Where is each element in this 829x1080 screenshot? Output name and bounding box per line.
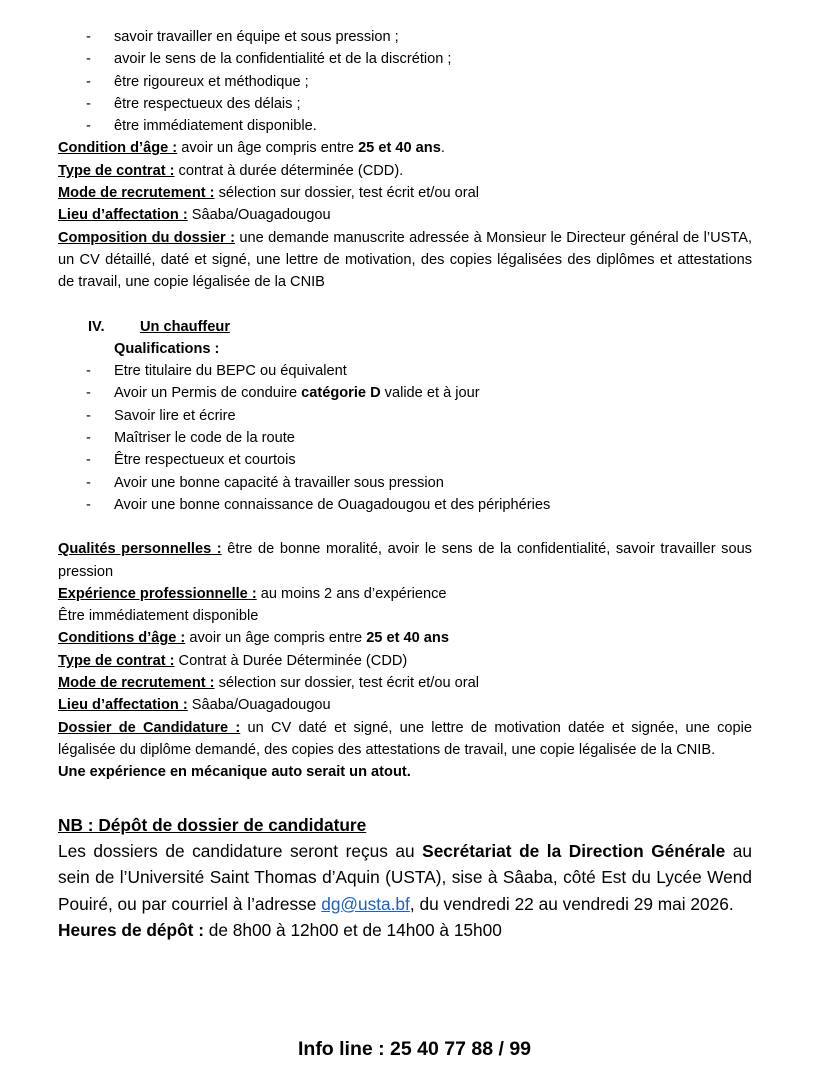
qualifications-label: Qualifications : xyxy=(114,340,220,357)
application-dossier xyxy=(58,717,752,762)
field-label: Composition du dossier : xyxy=(58,229,235,246)
field-text: sélection sur dossier, test écrit et/ou oral xyxy=(214,185,479,202)
field-label: Lieu d’affectation : xyxy=(58,697,188,714)
nb-text: , du vendredi 22 au vendredi 29 mai 2026. xyxy=(409,893,734,914)
field-label: Condition d’âge : xyxy=(58,140,178,157)
age-condition xyxy=(58,137,752,159)
list-item-text: Maîtriser le code de la route xyxy=(114,430,295,447)
field-text: . xyxy=(440,140,445,157)
hours-text: de 8h00 à 12h00 et de 14h00 à 15h00 xyxy=(203,920,502,941)
list-item: - être rigoureux et méthodique ; xyxy=(58,71,752,93)
deposit-hours xyxy=(58,917,752,943)
email-link[interactable]: dg@usta.bf xyxy=(321,893,410,914)
list-item xyxy=(58,360,752,382)
qualifications-list xyxy=(58,360,752,516)
field-label: Mode de recrutement : xyxy=(58,675,215,692)
field-text: avoir un âge compris entre xyxy=(177,140,359,157)
spacer xyxy=(58,784,752,806)
nb-paragraph xyxy=(58,838,752,917)
recruitment-mode xyxy=(58,672,752,694)
nb-title: NB : Dépôt de dossier de candidature xyxy=(58,814,367,835)
field-text: au moins 2 ans d’expérience xyxy=(256,585,447,602)
assignment-location xyxy=(58,204,752,226)
list-item-text: valide et à jour xyxy=(380,385,480,402)
section-title: Un chauffeur xyxy=(140,318,230,335)
field-text: un CV daté et signé, une lettre de motivation datée et signée, une copie légalisée du diplôme demandé, des copies des attestations de travail, une copie légalisée de la CNIB. xyxy=(58,719,752,758)
field-text: être de bonne moralité, avoir le sens de la confidentialité, savoir travailler sous pression xyxy=(58,541,752,580)
assignment-location xyxy=(58,694,752,716)
nb-text: Les dossiers de candidature seront reçus au xyxy=(58,840,423,861)
document-page xyxy=(58,26,752,944)
list-item xyxy=(58,449,752,471)
field-text: Contrat à Durée Déterminée (CDD) xyxy=(174,652,408,669)
list-item xyxy=(58,382,752,404)
field-text: contrat à durée déterminée (CDD). xyxy=(174,162,404,179)
field-label: Type de contrat : xyxy=(58,162,175,179)
field-text: Sâaba/Ouagadougou xyxy=(187,697,331,714)
field-label: Type de contrat : xyxy=(58,652,175,669)
field-label: Expérience professionnelle : xyxy=(58,585,257,602)
field-text: une demande manuscrite adressée à Monsieur le Directeur général de l’USTA, un CV détaillé, daté et signé, une lettre de motivation, des copies légalisées des diplômes et attestations de travail, une copie légalisée de la CNIB xyxy=(58,229,752,291)
section-heading xyxy=(58,316,752,338)
contract-type xyxy=(58,160,752,182)
list-item-text: Etre titulaire du BEPC ou équivalent xyxy=(114,363,347,380)
field-label: Dossier de Candidature : xyxy=(58,719,241,736)
nb-section xyxy=(58,812,752,944)
nb-bold: Secrétariat de la Direction Générale xyxy=(422,840,726,861)
top-bullet-list xyxy=(58,26,752,137)
hours-label: Heures de dépôt : xyxy=(58,920,204,941)
list-item xyxy=(58,405,752,427)
field-text: avoir un âge compris entre xyxy=(185,630,367,647)
field-label: Mode de recrutement : xyxy=(58,185,215,202)
field-text: Sâaba/Ouagadougou xyxy=(187,207,331,224)
list-item: - être immédiatement disponible. xyxy=(58,115,752,137)
list-item: - savoir travailler en équipe et sous pression ; xyxy=(58,26,752,48)
list-item: - être respectueux des délais ; xyxy=(58,93,752,115)
personal-qualities xyxy=(58,538,752,583)
nb-text: au sein de l’Université Saint Thomas d’Aquin (USTA), sise à Sâaba, côté Est du Lycée Wend Pouiré, ou par courriel à l’adresse xyxy=(58,840,752,914)
list-item-bold: catégorie D xyxy=(301,385,381,402)
spacer xyxy=(58,516,752,538)
availability: Être immédiatement disponible xyxy=(58,608,259,625)
field-bold: 25 et 40 ans xyxy=(358,140,441,157)
professional-experience xyxy=(58,583,752,605)
list-item-text: Savoir lire et écrire xyxy=(114,407,236,424)
list-item: - avoir le sens de la confidentialité et de la discrétion ; xyxy=(58,48,752,70)
section-number: IV. xyxy=(88,318,105,335)
list-item-text: Avoir une bonne capacité à travailler sous pression xyxy=(114,474,444,491)
dossier-composition xyxy=(58,227,752,294)
list-item-text: Avoir un Permis de conduire xyxy=(114,385,302,402)
list-item-text: Avoir une bonne connaissance de Ouagadougou et des périphéries xyxy=(114,496,551,513)
bonus-note: Une expérience en mécanique auto serait un atout. xyxy=(58,764,411,781)
field-label: Conditions d’âge : xyxy=(58,630,186,647)
list-item xyxy=(58,472,752,494)
contract-type xyxy=(58,650,752,672)
field-label: Lieu d’affectation : xyxy=(58,207,188,224)
spacer xyxy=(58,294,752,316)
age-condition xyxy=(58,627,752,649)
list-item xyxy=(58,494,752,516)
field-text: sélection sur dossier, test écrit et/ou oral xyxy=(214,675,479,692)
field-bold: 25 et 40 ans xyxy=(366,630,449,647)
recruitment-mode xyxy=(58,182,752,204)
list-item-text: Être respectueux et courtois xyxy=(114,452,296,469)
field-label: Qualités personnelles : xyxy=(58,541,222,558)
list-item xyxy=(58,427,752,449)
info-line: Info line : 25 40 77 88 / 99 xyxy=(297,1038,532,1060)
